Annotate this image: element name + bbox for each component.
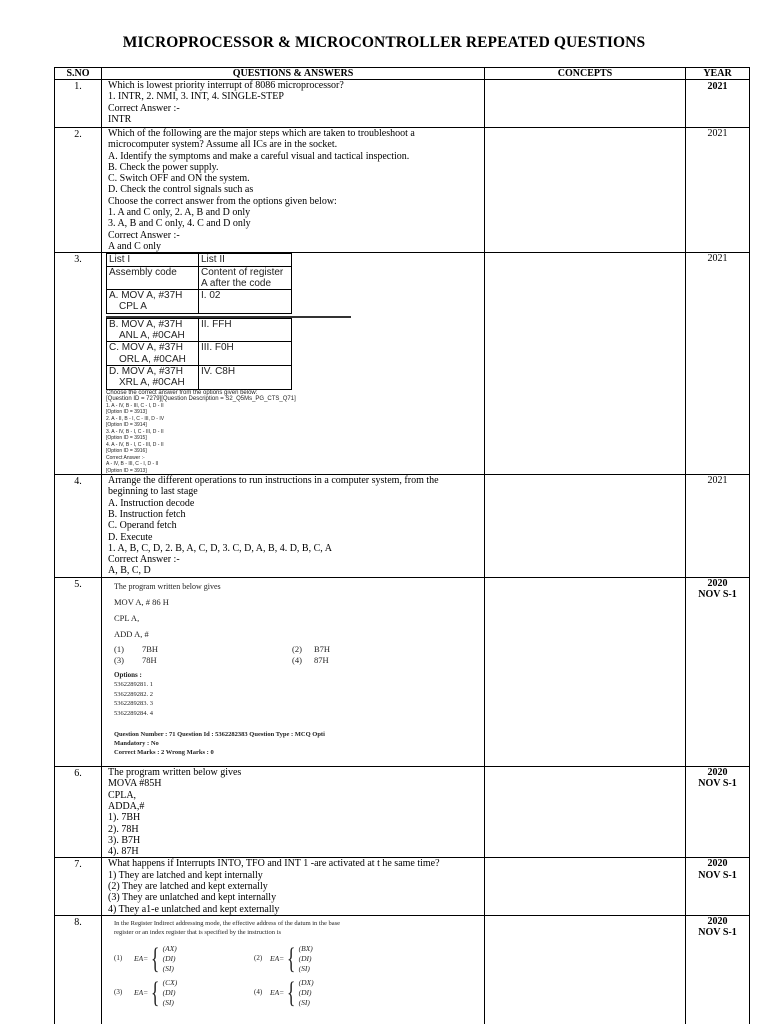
program-line: ADD A, # (114, 629, 149, 640)
question-line: Correct Answer :- (108, 102, 180, 114)
row-sno: 1. (55, 80, 102, 128)
question-line: Arrange the different operations to run instructions in a computer system, from the (108, 475, 439, 487)
year-cell (686, 80, 750, 128)
question-image-match-list (106, 253, 356, 474)
year-value: 2020 (707, 767, 728, 779)
question-cell (102, 767, 485, 858)
year-cell (686, 858, 750, 915)
question-line: In the Register Indirect addressing mode, the effective address of the datum in the base (114, 919, 341, 927)
program-intro: The program written below gives (114, 582, 221, 592)
option-id: [Option ID = 3913] (106, 409, 147, 416)
match-cell: C. MOV A, #37H ORL A, #0CAH (107, 342, 199, 366)
match-cell: A. MOV A, #37H CPL A (107, 290, 199, 314)
option-1: (1) EA= { (AX) (DI) (SI) (114, 941, 177, 975)
option-id: 5362289283. 3 (114, 700, 153, 708)
question-line: ADDA,# (108, 800, 145, 812)
page-title: MICROPROCESSOR & MICROCONTROLLER REPEATED QUESTIONS (122, 34, 646, 51)
option-line: 1. A - IV, B - III, C - I, D - II (106, 402, 164, 409)
match-cell: III. F0H (199, 342, 292, 366)
year-value: 2020 (707, 858, 728, 870)
option-line: 2. A - II, B - I, C - III, D - IV (106, 415, 165, 422)
question-line: 2). 78H (108, 823, 139, 835)
table-row (55, 915, 750, 1024)
options-label: Options : (114, 671, 142, 680)
table-row (55, 80, 750, 128)
question-line: B. Check the power supply. (108, 161, 219, 173)
question-line: (2) They are latched and kept externally (108, 881, 268, 892)
list2-label: List II (199, 254, 292, 266)
question-image-addressing (114, 919, 480, 1008)
question-line: Choose the correct answer from the options given below: (108, 195, 337, 207)
row-sno: 7. (55, 858, 102, 915)
question-line: (3) They are unlatched and kept internally (108, 892, 277, 904)
table-row (55, 767, 750, 858)
table-row (55, 128, 750, 253)
match-cell: I. 02 (199, 290, 292, 314)
concepts-cell (485, 475, 686, 578)
option-line: 3. A - IV, B - I, C - III, D - II (106, 428, 164, 435)
header-sno: S.NO (55, 68, 102, 80)
questions-table (54, 67, 750, 1024)
year-value: 2021 (707, 475, 728, 487)
option-row (114, 975, 480, 1009)
option-row (114, 941, 480, 975)
question-line: beginning to last stage (108, 486, 198, 498)
match-cell: D. MOV A, #37H XRL A, #0CAH (107, 365, 199, 389)
program-line: CPL A, (114, 613, 140, 624)
concepts-cell (485, 767, 686, 858)
year-cell (686, 578, 750, 767)
question-line: 3). B7H (108, 834, 141, 846)
question-id: [Question ID = 7279][Question Description = S2_Q5Ms_PG_CTS_Q71] (106, 396, 296, 403)
question-cell (102, 475, 485, 578)
correct-value: A - IV, B - III, C - I, D - II (106, 461, 159, 468)
year-value: 2021 (707, 253, 728, 265)
question-line: Which is lowest priority interrupt of 8086 microprocessor? (108, 80, 344, 91)
question-line: What happens if Interrupts INTO, TFO and INT 1 -are activated at t he same time? (108, 858, 440, 870)
concepts-cell (485, 578, 686, 767)
concepts-cell (485, 858, 686, 915)
option-id: [Option ID = 3916] (106, 448, 147, 455)
question-line: register or an index register that is specified by the instruction is (114, 928, 281, 936)
choose-text: Choose the correct answer from the options given below: (106, 389, 258, 396)
list1-label: List I (107, 254, 199, 266)
question-line: B. Instruction fetch (108, 508, 186, 520)
option-line: 4. A - IV, B - I, C - III, D - II (106, 441, 164, 448)
question-line: 4) They a1-e unlatched and kept externally (108, 903, 280, 915)
question-line: A. Instruction decode (108, 497, 195, 509)
question-cell (102, 253, 485, 475)
row-sno: 3. (55, 253, 102, 475)
row-sno: 6. (55, 767, 102, 858)
match-table (106, 318, 292, 390)
question-image-program (114, 581, 480, 757)
option-id: 5362289281. 1 (114, 681, 153, 689)
question-line: INTR (108, 113, 132, 125)
option-3: (2) EA= { (BX) (DI) (SI) (254, 941, 313, 975)
question-line: A. Identify the symptoms and make a careful visual and tactical inspection. (108, 150, 410, 162)
option-id: 5362289284. 4 (114, 709, 153, 717)
option-4: (4) EA= { (DX) (DI) (SI) (254, 975, 314, 1009)
concepts-cell (485, 253, 686, 475)
concepts-cell (485, 915, 686, 1024)
row-sno: 5. (55, 578, 102, 767)
year-cell (686, 767, 750, 858)
row-sno: 4. (55, 475, 102, 578)
question-line: 1) They are latched and kept internally (108, 869, 263, 881)
question-line: 1). 7BH (108, 812, 141, 824)
match-cell: B. MOV A, #37H ANL A, #0CAH (107, 318, 199, 342)
correct-id: [Option ID = 3913] (106, 467, 147, 474)
question-line: microcomputer system? Assume all ICs are in the socket. (108, 139, 338, 151)
header-questions: QUESTIONS & ANSWERS (102, 68, 485, 80)
option-id: [Option ID = 3914] (106, 422, 147, 429)
year-value: 2020 (707, 915, 728, 927)
question-line: 1. A and C only, 2. A, B and D only (108, 207, 251, 219)
year-cell (686, 475, 750, 578)
question-line: MOVA #85H (108, 778, 162, 790)
question-line: D. Check the control signals such as (108, 184, 254, 196)
year-value: 2021 (707, 128, 728, 139)
option-id: [Option ID = 3915] (106, 435, 147, 442)
question-cell (102, 915, 485, 1024)
option-3: (3) EA= { (CX) (DI) (SI) (114, 975, 178, 1009)
mandatory-info: Mandatory : No (114, 740, 159, 748)
question-line: C. Switch OFF and ON the system. (108, 173, 250, 185)
option-row: (3) 78H (4) 87H (114, 655, 329, 666)
col-assembly: Assembly code (107, 266, 199, 290)
year-session: NOV S-1 (698, 589, 737, 601)
question-line: 1. A, B, C, D, 2. B, A, C, D, 3. C, D, A, B, 4. D, B, C, A (108, 542, 332, 554)
table-row (55, 578, 750, 767)
year-value: 2020 (707, 578, 728, 590)
question-cell (102, 858, 485, 915)
table-row (55, 253, 750, 475)
option-row: (1) 7BH (2) B7H (114, 644, 331, 655)
table-row (55, 475, 750, 578)
row-sno: 2. (55, 128, 102, 253)
header-year: YEAR (686, 68, 750, 80)
year-session: NOV S-1 (698, 778, 737, 790)
question-line: Which of the following are the major steps which are taken to troubleshoot a (108, 128, 415, 139)
table-row (55, 858, 750, 915)
match-table (106, 253, 292, 313)
year-session: NOV S-1 (698, 927, 737, 939)
question-line: C. Operand fetch (108, 520, 177, 532)
question-cell (102, 128, 485, 253)
question-cell (102, 80, 485, 128)
question-line: Correct Answer :- (108, 554, 180, 566)
header-concepts: CONCEPTS (485, 68, 686, 80)
question-line: A and C only (108, 240, 162, 252)
question-line: 4). 87H (108, 846, 139, 858)
row-sno: 8. (55, 915, 102, 1024)
question-line: The program written below gives (108, 767, 242, 779)
year-cell (686, 915, 750, 1024)
year-cell (686, 128, 750, 253)
concepts-cell (485, 128, 686, 253)
match-cell: IV. C8H (199, 365, 292, 389)
question-line: A, B, C, D (108, 565, 151, 577)
match-cell: II. FFH (199, 318, 292, 342)
question-line: D. Execute (108, 531, 153, 543)
marks-info: Correct Marks : 2 Wrong Marks : 0 (114, 749, 214, 757)
year-value: 2021 (707, 81, 728, 92)
program-line: MOV A, # 86 H (114, 597, 169, 608)
question-line: Correct Answer :- (108, 229, 180, 241)
year-cell (686, 253, 750, 475)
option-id: 5362289282. 2 (114, 690, 153, 698)
question-line: 3. A, B and C only, 4. C and D only (108, 218, 251, 230)
question-cell (102, 578, 485, 767)
question-line: 1. INTR, 2. NMI, 3. INT, 4. SINGLE-STEP (108, 91, 284, 103)
question-info: Question Number : 71 Question Id : 5362282383 Question Type : MCQ Opti (114, 731, 325, 739)
concepts-cell (485, 80, 686, 128)
correct-label: Correct Answer :- (106, 454, 145, 461)
col-register: Content of register A after the code (199, 266, 292, 290)
header-row (55, 68, 750, 80)
question-line: CPLA, (108, 789, 137, 801)
year-session: NOV S-1 (698, 869, 737, 881)
